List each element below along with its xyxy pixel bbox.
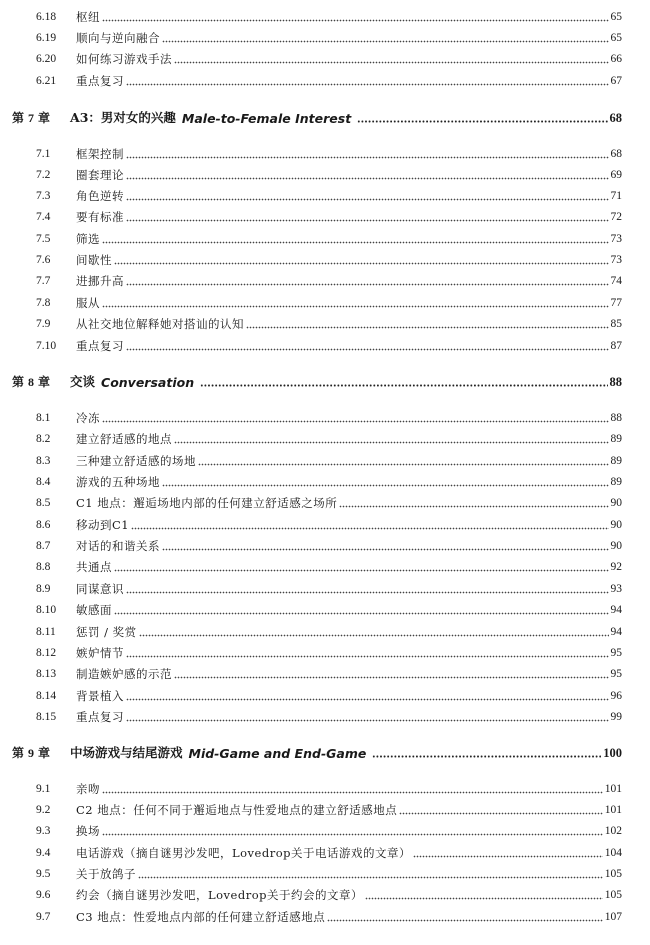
page-number: 104 (604, 847, 622, 859)
section-title: 嫉妒情节 (76, 646, 124, 660)
section-number: 9.5 (36, 868, 51, 880)
toc-section-row[interactable] (0, 643, 650, 663)
dot-leader (126, 336, 609, 356)
section-title: 服从 (76, 296, 100, 310)
section-title: 电话游戏（摘自谜男沙发吧，Lovedrop关于电话游戏的文章） (76, 846, 412, 860)
toc-entry (76, 779, 622, 799)
toc-entry (76, 686, 622, 706)
dot-leader (339, 493, 608, 513)
toc-section-row[interactable] (0, 451, 650, 471)
toc-entry (76, 451, 622, 471)
page-number: 65 (610, 11, 622, 23)
toc-section-row[interactable] (0, 250, 650, 270)
toc-entry (76, 493, 622, 513)
dot-leader (114, 557, 609, 577)
page-number: 89 (610, 455, 622, 467)
toc-section-row[interactable] (0, 207, 650, 227)
toc-section-row[interactable] (0, 271, 650, 291)
chapter-number: 第 9 章 (12, 746, 51, 760)
dot-leader (162, 472, 609, 492)
page-number: 90 (610, 540, 622, 552)
section-title: 从社交地位解释她对搭讪的认知 (76, 317, 244, 331)
toc-section-row[interactable] (0, 186, 650, 206)
toc-chapter-row[interactable] (0, 743, 650, 763)
dot-leader (126, 165, 609, 185)
page-number: 99 (610, 711, 622, 723)
section-title: C3 地点：性爱地点内部的任何建立舒适感地点 (76, 910, 326, 924)
toc-entry (76, 907, 622, 927)
dot-leader (139, 622, 609, 642)
section-number: 7.6 (36, 254, 51, 266)
chapter-english-title: Conversation (101, 374, 195, 390)
page-number: 72 (610, 211, 622, 223)
page-number: 105 (604, 868, 622, 880)
dot-leader (126, 186, 609, 206)
section-number: 9.4 (36, 847, 51, 859)
toc-entry (76, 144, 622, 164)
section-title: 重点复习 (76, 710, 124, 724)
section-number: 8.5 (36, 497, 51, 509)
toc-entry (76, 707, 622, 727)
dot-leader (126, 579, 609, 599)
toc-section-row[interactable] (0, 864, 650, 884)
section-title: 间歇性 (76, 253, 112, 267)
dot-leader (102, 408, 609, 428)
section-number: 7.7 (36, 275, 51, 287)
section-number: 8.9 (36, 583, 51, 595)
page-number: 68 (609, 111, 622, 125)
page-number: 73 (610, 254, 622, 266)
toc-section-row[interactable] (0, 779, 650, 799)
section-title: 同谋意识 (76, 582, 124, 596)
section-title: 筛选 (76, 232, 100, 246)
dot-leader (126, 144, 609, 164)
chapter-title: A3：男对女的兴趣 (70, 110, 176, 125)
toc-entry (76, 800, 622, 820)
page-number: 69 (610, 169, 622, 181)
section-number: 7.2 (36, 169, 51, 181)
section-title: 关于放鸽子 (76, 867, 136, 881)
page-number: 94 (610, 604, 622, 616)
dot-leader (126, 707, 609, 727)
section-title: C1 地点：邂逅场地内部的任何建立舒适感之场所 (76, 496, 338, 510)
dot-leader (126, 71, 609, 91)
toc-section-row[interactable] (0, 144, 650, 164)
section-number: 7.8 (36, 297, 51, 309)
page-number: 96 (610, 690, 622, 702)
dot-leader (138, 864, 603, 884)
toc-entry (70, 372, 622, 392)
section-title: C2 地点：任何不同于邂逅地点与性爱地点的建立舒适感地点 (76, 803, 398, 817)
chapter-number: 第 8 章 (12, 375, 51, 389)
page-number: 85 (610, 318, 622, 330)
section-title: 对话的和谐关系 (76, 539, 160, 553)
toc-section-row[interactable] (0, 600, 650, 620)
section-number: 7.10 (36, 340, 57, 352)
toc-section-row[interactable] (0, 229, 650, 249)
toc-entry (76, 664, 622, 684)
dot-leader (102, 821, 603, 841)
dot-leader (126, 271, 609, 291)
dot-leader (372, 743, 601, 763)
section-title: 进挪升高 (76, 274, 124, 288)
section-title: 建立舒适感的地点 (76, 432, 172, 446)
section-title: 游戏的五种场地 (76, 475, 160, 489)
dot-leader (102, 229, 609, 249)
section-number: 8.2 (36, 433, 51, 445)
toc-entry (76, 579, 622, 599)
toc-entry (76, 643, 622, 663)
page-number: 74 (610, 275, 622, 287)
section-title: 框架控制 (76, 147, 124, 161)
chapter-title: 交谈 (70, 374, 96, 389)
section-number: 7.3 (36, 190, 51, 202)
section-number: 7.5 (36, 233, 51, 245)
toc-section-row[interactable] (0, 28, 650, 48)
page-number: 88 (610, 412, 622, 424)
section-number: 8.14 (36, 690, 57, 702)
toc-entry (76, 165, 622, 185)
section-number: 9.2 (36, 804, 51, 816)
section-number: 9.1 (36, 783, 51, 795)
page-number: 67 (610, 75, 622, 87)
page-number: 87 (610, 340, 622, 352)
section-number: 8.4 (36, 476, 51, 488)
section-title: 共通点 (76, 560, 112, 574)
toc-section-row[interactable] (0, 293, 650, 313)
toc-entry (76, 186, 622, 206)
toc-section-row[interactable] (0, 515, 650, 535)
page-number: 101 (604, 804, 622, 816)
section-number: 8.15 (36, 711, 57, 723)
toc-section-row[interactable] (0, 885, 650, 905)
dot-leader (114, 250, 609, 270)
toc-entry (76, 864, 622, 884)
toc-section-row[interactable] (0, 472, 650, 492)
toc-entry (76, 271, 622, 291)
section-title: 约会（摘自谜男沙发吧，Lovedrop关于约会的文章） (76, 888, 364, 902)
dot-leader (413, 843, 603, 863)
toc-entry (76, 71, 622, 91)
dot-leader (126, 643, 609, 663)
section-title: 角色逆转 (76, 189, 124, 203)
page-number: 66 (610, 53, 622, 65)
toc-entry (70, 743, 622, 763)
page-number: 90 (610, 519, 622, 531)
toc-section-row[interactable] (0, 622, 650, 642)
section-title: 圈套理论 (76, 168, 124, 182)
section-number: 8.3 (36, 455, 51, 467)
dot-leader (102, 7, 609, 27)
page-number: 101 (604, 783, 622, 795)
toc-entry (76, 885, 622, 905)
page-number: 92 (610, 561, 622, 573)
page-number: 77 (610, 297, 622, 309)
toc-section-row[interactable] (0, 165, 650, 185)
section-number: 9.3 (36, 825, 51, 837)
section-title: 重点复习 (76, 339, 124, 353)
section-title: 制造嫉妒感的示范 (76, 667, 172, 681)
toc-section-row[interactable] (0, 314, 650, 334)
toc-section-row[interactable] (0, 429, 650, 449)
toc-entry (76, 622, 622, 642)
dot-leader (399, 800, 602, 820)
dot-leader (327, 907, 602, 927)
page-number: 105 (604, 889, 622, 901)
dot-leader (162, 536, 609, 556)
section-number: 6.18 (36, 11, 57, 23)
toc-entry (76, 821, 622, 841)
toc-chapter-row[interactable] (0, 372, 650, 392)
dot-leader (131, 515, 608, 535)
section-title: 惩罚 / 奖赏 (76, 625, 137, 639)
toc-section-row[interactable] (0, 71, 650, 91)
section-title: 要有标准 (76, 210, 124, 224)
dot-leader (102, 293, 609, 313)
toc-entry (76, 557, 622, 577)
toc-section-row[interactable] (0, 536, 650, 556)
section-number: 8.6 (36, 519, 51, 531)
dot-leader (102, 779, 603, 799)
toc-entry (76, 49, 622, 69)
section-title: 移动到C1 (76, 518, 130, 532)
dot-leader (126, 686, 609, 706)
toc-entry (76, 293, 622, 313)
section-number: 8.1 (36, 412, 51, 424)
page-number: 102 (604, 825, 622, 837)
dot-leader (162, 28, 609, 48)
toc-section-row[interactable] (0, 493, 650, 513)
dot-leader (246, 314, 609, 334)
toc-section-row[interactable] (0, 907, 650, 927)
chapter-title: 中场游戏与结尾游戏 (70, 745, 183, 760)
page-number: 89 (610, 433, 622, 445)
section-number: 7.9 (36, 318, 51, 330)
toc-entry (76, 429, 622, 449)
toc-entry (76, 250, 622, 270)
dot-leader (365, 885, 603, 905)
toc-section-row[interactable] (0, 579, 650, 599)
section-number: 7.4 (36, 211, 51, 223)
page-number: 65 (610, 32, 622, 44)
toc-entry (76, 472, 622, 492)
section-number: 8.13 (36, 668, 57, 680)
section-number: 8.12 (36, 647, 57, 659)
dot-leader (200, 372, 607, 392)
page-number: 94 (610, 626, 622, 638)
dot-leader (174, 49, 609, 69)
toc-section-row[interactable] (0, 557, 650, 577)
toc-entry (76, 229, 622, 249)
dot-leader (174, 664, 609, 684)
section-title: 枢纽 (76, 10, 100, 24)
page-number: 71 (610, 190, 622, 202)
section-number: 8.7 (36, 540, 51, 552)
page-number: 89 (610, 476, 622, 488)
toc-entry (76, 314, 622, 334)
toc-entry (76, 28, 622, 48)
toc-entry (76, 536, 622, 556)
toc-section-row[interactable] (0, 7, 650, 27)
section-title: 背景植入 (76, 689, 124, 703)
page-number: 93 (610, 583, 622, 595)
toc-entry (70, 108, 622, 128)
section-number: 8.11 (36, 626, 56, 638)
section-title: 换场 (76, 824, 100, 838)
section-number: 8.8 (36, 561, 51, 573)
chapter-number: 第 7 章 (12, 111, 51, 125)
dot-leader (126, 207, 609, 227)
chapter-english-title: Male-to-Female Interest (181, 110, 352, 126)
toc-section-row[interactable] (0, 843, 650, 863)
section-number: 9.7 (36, 911, 51, 923)
toc-chapter-row[interactable] (0, 108, 650, 128)
toc-section-row[interactable] (0, 408, 650, 428)
section-number: 6.19 (36, 32, 57, 44)
chapter-english-title: Mid-Game and End-Game (188, 745, 367, 761)
section-number: 6.20 (36, 53, 57, 65)
toc-entry (76, 843, 622, 863)
section-number: 9.6 (36, 889, 51, 901)
section-title: 亲吻 (76, 782, 100, 796)
dot-leader (357, 108, 607, 128)
section-title: 三种建立舒适感的场地 (76, 454, 196, 468)
dot-leader (174, 429, 609, 449)
page-number: 68 (610, 148, 622, 160)
toc-entry (76, 515, 622, 535)
toc-section-row[interactable] (0, 664, 650, 684)
toc-section-row[interactable] (0, 707, 650, 727)
dot-leader (114, 600, 609, 620)
section-number: 7.1 (36, 148, 51, 160)
page-number: 95 (610, 647, 622, 659)
toc-entry (76, 336, 622, 356)
toc-entry (76, 600, 622, 620)
toc-section-row[interactable] (0, 800, 650, 820)
section-title: 敏感面 (76, 603, 112, 617)
page-number: 88 (609, 375, 622, 389)
page-number: 73 (610, 233, 622, 245)
page-number: 100 (603, 746, 622, 760)
section-title: 冷冻 (76, 411, 100, 425)
section-title: 顺向与逆向融合 (76, 31, 160, 45)
toc-section-row[interactable] (0, 49, 650, 69)
toc-entry (76, 207, 622, 227)
page-number: 107 (604, 911, 622, 923)
toc-section-row[interactable] (0, 686, 650, 706)
section-title: 如何练习游戏手法 (76, 52, 172, 66)
toc-section-row[interactable] (0, 336, 650, 356)
toc-entry (76, 408, 622, 428)
toc-section-row[interactable] (0, 821, 650, 841)
toc-entry (76, 7, 622, 27)
section-number: 6.21 (36, 75, 57, 87)
section-number: 8.10 (36, 604, 57, 616)
section-title: 重点复习 (76, 74, 124, 88)
dot-leader (198, 451, 609, 471)
page-number: 95 (610, 668, 622, 680)
page-number: 90 (610, 497, 622, 509)
